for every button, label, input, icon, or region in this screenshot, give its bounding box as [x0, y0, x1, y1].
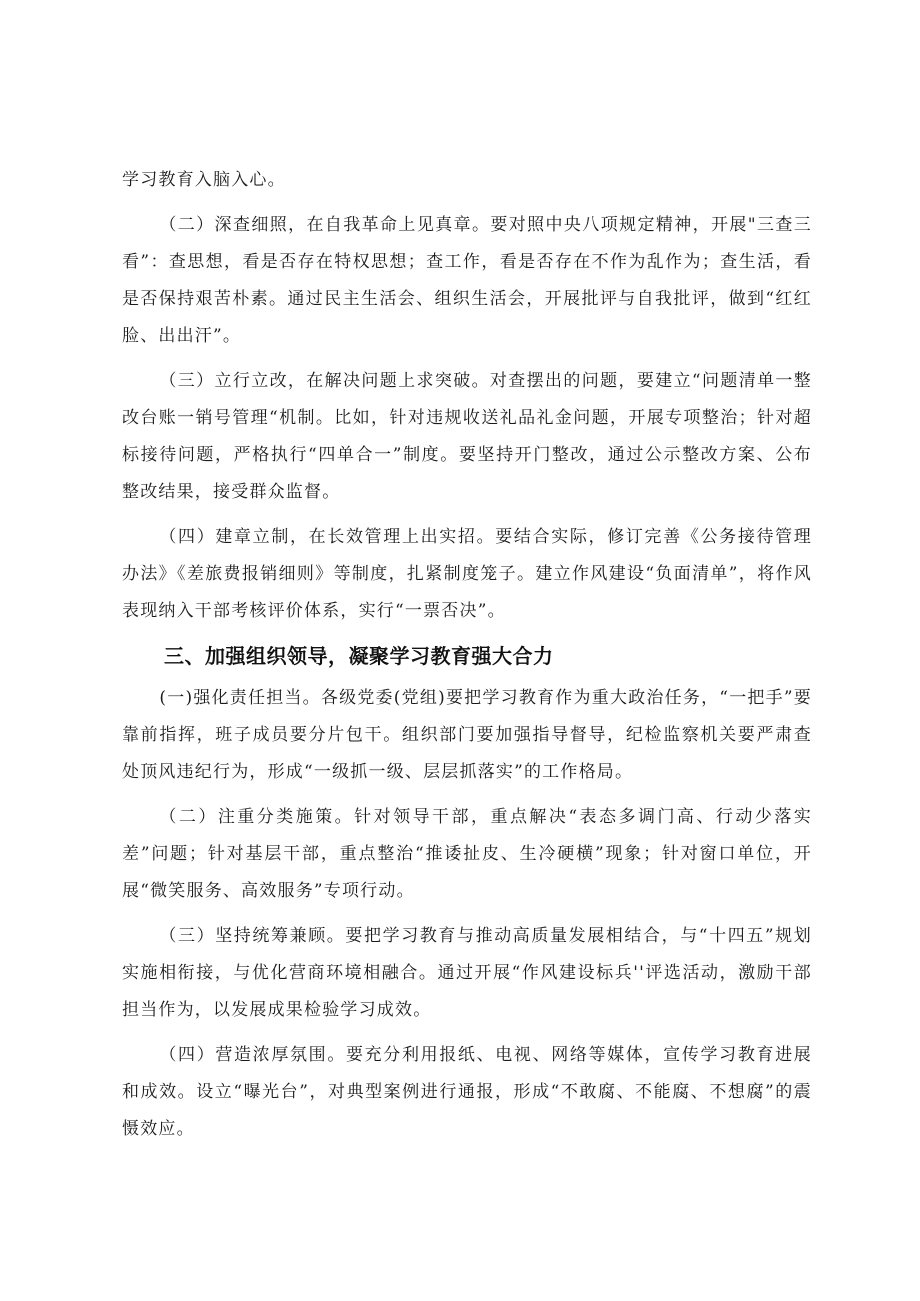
paragraph-overall-planning: （三）坚持统筹兼顾。要把学习教育与推动高质量发展相结合，与“十四五”规划实施相衔接，与优化营商环境相融合。通过开展“作风建设标兵''评选活动，激励干部担当作为，以发展成果检验学习成效。	[122, 926, 812, 1020]
paragraph-atmosphere: （四）营造浓厚氛围。要充分利用报纸、电视、网络等媒体，宣传学习教育进展和成效。设立“曝光台”，对典型案例进行通报，形成“不敢腐、不能腐、不想腐”的震慑效应。	[122, 1045, 812, 1139]
paragraph-institution-building: （四）建章立制，在长效管理上出实招。要结合实际，修订完善《公务接待管理办法》《差旅费报销细则》等制度，扎紧制度笼子。建立作风建设“负面清单”，将作风表现纳入干部考核评价体系，实行“一票否决”。	[122, 527, 812, 621]
paragraph-immediate-rectification: （三）立行立改，在解决问题上求突破。对查摆出的问题，要建立“问题清单一整改台账一销号管理“机制。比如，针对违规收送礼品礼金问题，开展专项整治；针对超标接待问题，严格执行“四单合一”制度。要坚持开门整改，通过公示整改方案、公布整改结果，接受群众监督。	[122, 371, 812, 502]
paragraph-classified-measures: （二）注重分类施策。针对领导干部，重点解决“表态多调门高、行动少落实差”问题；针对基层干部，重点整治“推诿扯皮、生冷硬横”现象；针对窗口单位，开展“微笑服务、高效服务”专项行动。	[122, 807, 812, 901]
document-body	[122, 162, 812, 1156]
paragraph-responsibility: (一)强化责任担当。各级党委(党组)要把学习教育作为重大政治任务，“一把手”要靠前指挥，班子成员要分片包干。组织部门要加强指导督导，纪检监察机关要严肃查处顶风违纪行为，形成“一级抓一级、层层抓落实”的工作格局。	[122, 688, 812, 782]
section-heading: 三、加强组织领导，凝聚学习教育强大合力	[164, 644, 554, 668]
paragraph-continuation: 学习教育入脑入心。	[122, 170, 286, 190]
paragraph-deep-inspection: （二）深查细照，在自我革命上见真章。要对照中央八项规定精神，开展"三查三看”：查思想，看是否存在特权思想；查工作，看是否存在不作为乱作为；查生活，看是否保持艰苦朴素。通过民主生活会、组织生活会，开展批评与自我批评，做到“红红脸、出出汗”。	[122, 215, 812, 346]
